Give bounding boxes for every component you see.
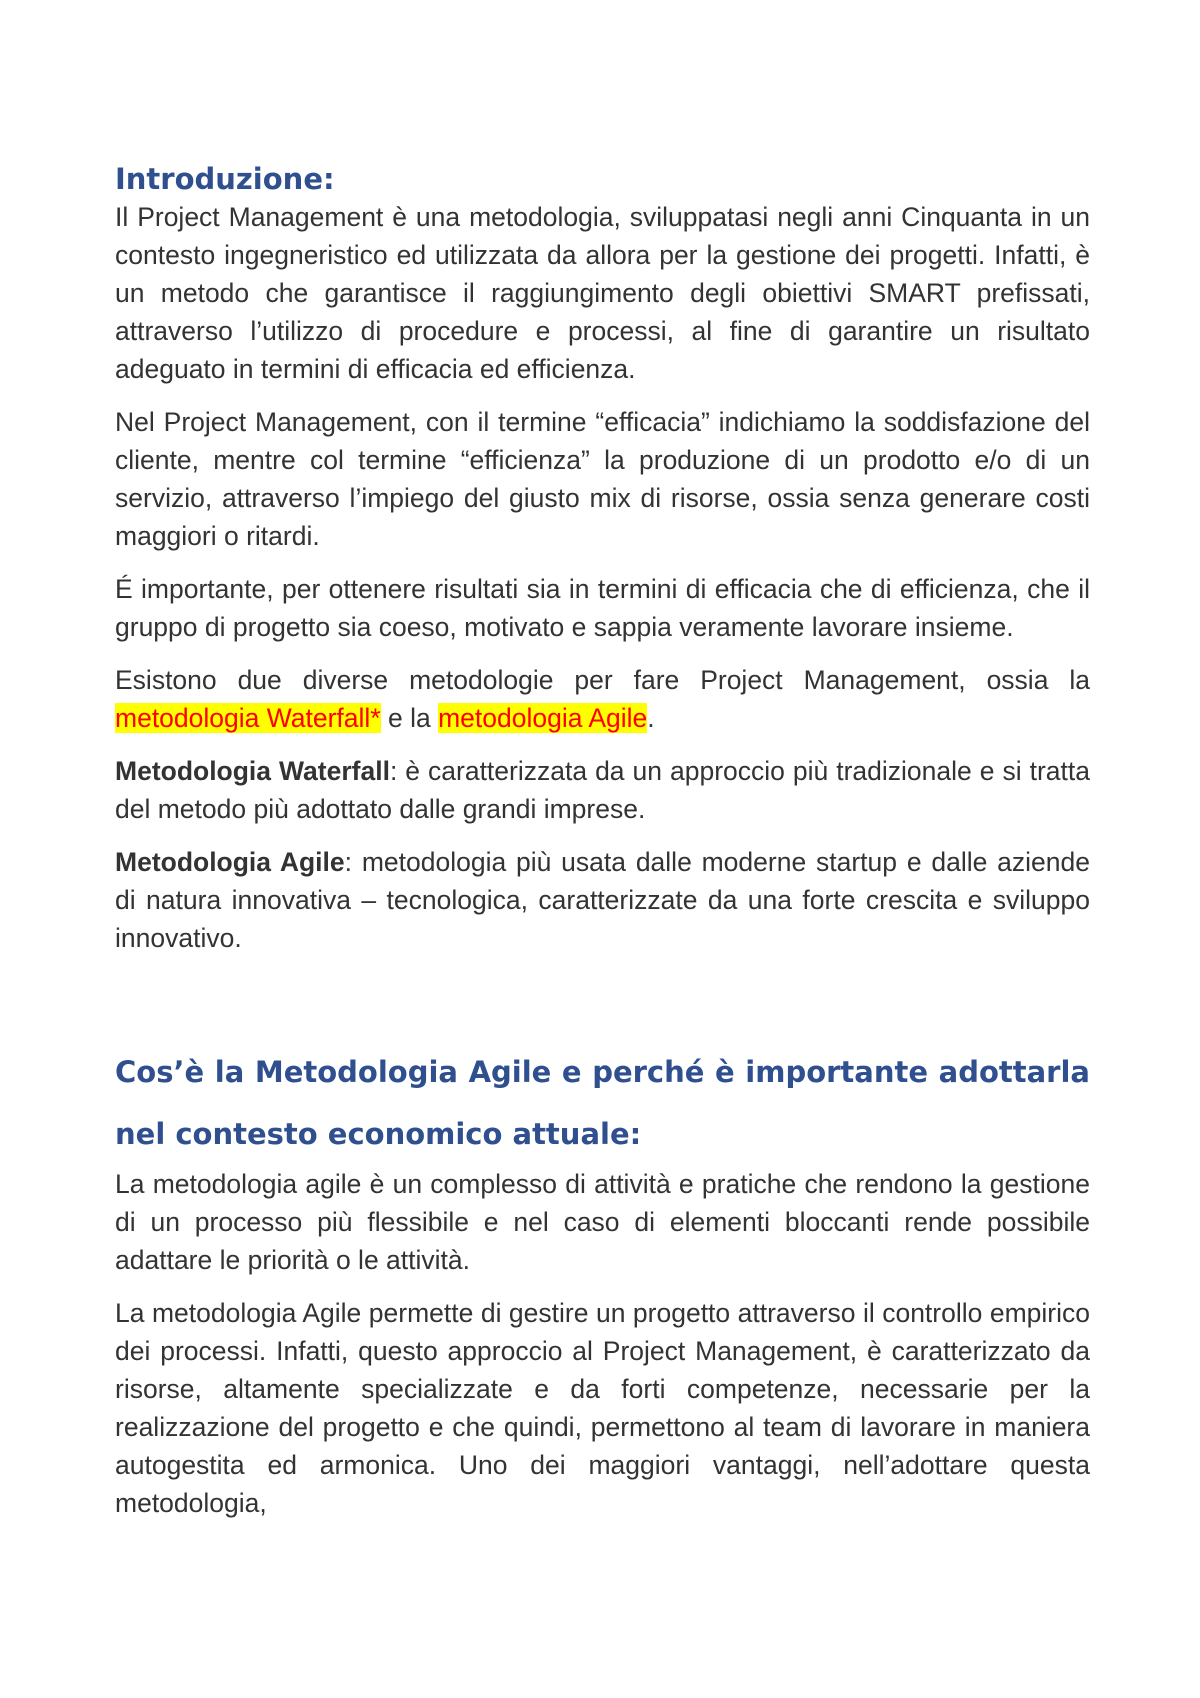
agile-paragraph-1: La metodologia agile è un complesso di attività e pratiche che rendono la gestione di un processo più flessibile e nel caso di elementi bloccanti rende possibile adattare le priorità o le attività.: [115, 1169, 1090, 1275]
agile-term: Metodologia Agile: [115, 847, 345, 877]
agile-heading: Cos’è la Metodologia Agile e perché è importante adottarla nel contesto economico attuale:: [115, 1055, 1090, 1151]
intro-heading: Introduzione:: [115, 162, 335, 196]
waterfall-description: : è caratterizzata da un approccio più tradizionale e si tratta del metodo più adottato dalle grandi imprese.: [115, 756, 1090, 824]
p4-end-text: .: [647, 703, 655, 733]
agile-paragraph-2: La metodologia Agile permette di gestire un progetto attraverso il controllo empirico dei processi. Infatti, questo approccio al Project Management, è caratterizzato da risorse, altamente specializzate e da forti competenze, necessarie per la realizzazione del progetto e che quindi, permettono al team di lavorare in maniera autogestita ed armonica. Uno dei maggiori vantaggi, nell’adottare questa metodologia,: [115, 1298, 1090, 1518]
p4-mid-text: e la: [380, 703, 439, 733]
waterfall-term: Metodologia Waterfall: [115, 756, 390, 786]
intro-paragraph-1: Il Project Management è una metodologia, sviluppatasi negli anni Cinquanta in un contesto ingegneristico ed utilizzata da allora per la gestione dei progetti. Infatti, è un metodo che garantisce il raggiungimento degli obiettivi SMART prefissati, attraverso l’utilizzo di procedure e processi, al fine di garantire un risultato adeguato in termini di efficacia ed efficienza.: [115, 202, 1090, 384]
p4-start-text: Esistono due diverse metodologie per fare Project Management, ossia la: [115, 665, 1090, 695]
agile-description: : metodologia più usata dalle moderne startup e dalle aziende di natura innovativa – tecnologica, caratterizzate da una forte crescita e sviluppo innovativo.: [115, 847, 1090, 953]
intro-paragraph-4: [115, 661, 1090, 737]
intro-paragraph-3: É importante, per ottenere risultati sia in termini di efficacia che di efficienza, che il gruppo di progetto sia coeso, motivato e sappia veramente lavorare insieme.: [115, 574, 1090, 642]
agile-definition: [115, 843, 1090, 957]
intro-paragraph-2: Nel Project Management, con il termine “efficacia” indichiamo la soddisfazione del cliente, mentre col termine “efficienza” la produzione di un prodotto e/o di un servizio, attraverso l’impiego del giusto mix di risorse, ossia senza generare costi maggiori o ritardi.: [115, 407, 1090, 551]
document-page: [115, 160, 1090, 1537]
highlight-waterfall: metodologia Waterfall*: [115, 703, 381, 733]
waterfall-definition: [115, 752, 1090, 828]
highlight-agile: metodologia Agile: [438, 703, 648, 733]
